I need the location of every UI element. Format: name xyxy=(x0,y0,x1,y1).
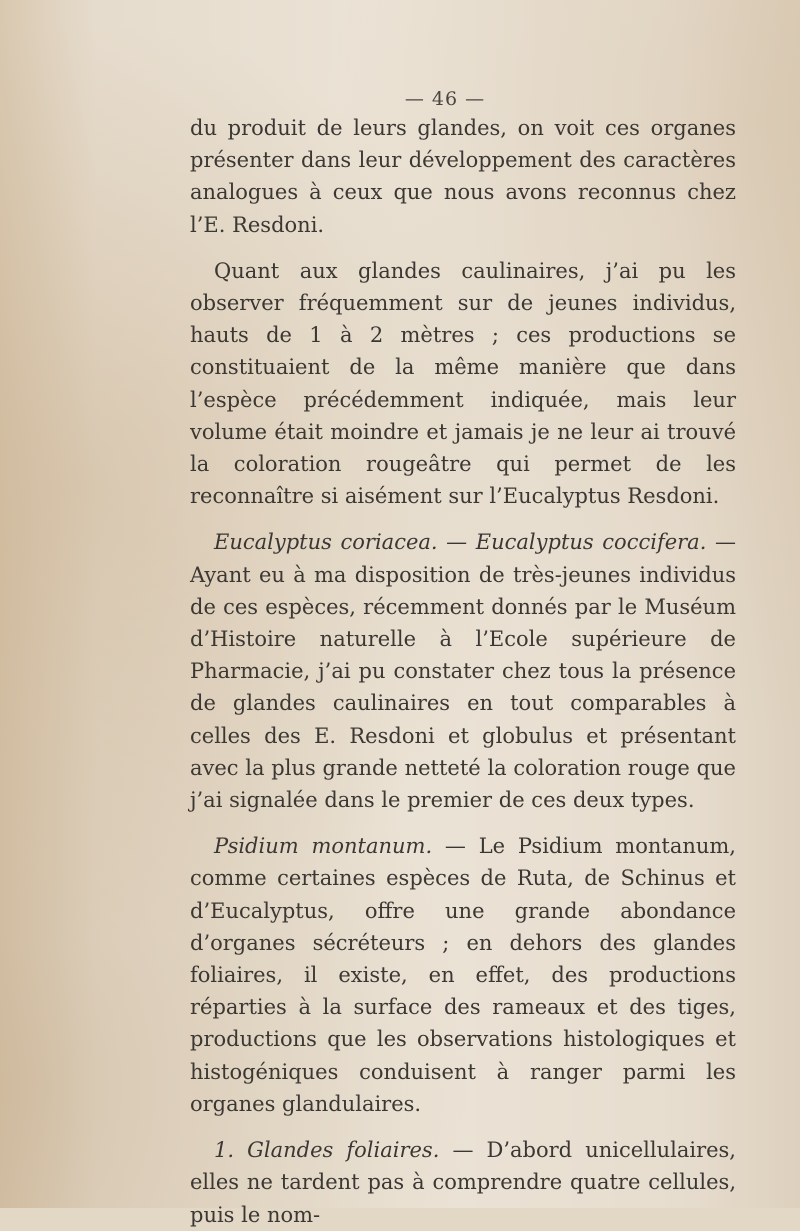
section-heading: Eucalyptus coriacea. — Eucalyptus coccifera. xyxy=(214,530,707,555)
paragraph-text: — Ayant eu à ma disposition de très-jeunes individus de ces espèces, récemment donnés par le Muséum d’Histoire naturelle à l’Ecole supérieure de Pharmacie, j’ai pu constater chez tous la présence de glandes caulinaires en tout comparables à celles des E. Resdoni et globulus et présentant avec la plus grande netteté la coloration rouge que j’ai signalée dans le premier de ces deux types. xyxy=(190,530,737,813)
paragraph-2 xyxy=(190,255,736,513)
page-number: — 46 — xyxy=(404,88,486,110)
body-text xyxy=(190,112,736,1231)
paragraph-text: — D’abord unicellulaires, elles ne tardent pas à comprendre quatre cellules, puis le nom- xyxy=(190,1138,736,1227)
section-heading: Psidium montanum. xyxy=(214,834,433,859)
paragraph-5 xyxy=(190,1134,736,1231)
paragraph-3 xyxy=(190,526,736,816)
paragraph-1 xyxy=(190,112,736,241)
paragraph-text: du produit de leurs glandes, on voit ces organes présenter dans leur développement des caractères analogues à ceux que nous avons reconnus chez l’E. Resdoni. xyxy=(190,116,736,237)
paragraph-4 xyxy=(190,830,736,1120)
section-heading: 1. Glandes foliaires. xyxy=(214,1138,440,1163)
paragraph-text: — Le Psidium montanum, comme certaines espèces de Ruta, de Schinus et d’Eucalyptus, offre une grande abondance d’organes sécréteurs ; en dehors des glandes foliaires, il existe, en effet, des productions réparties à la surface des rameaux et des tiges, productions que les observations histologiques et histogéniques conduisent à ranger parmi les organes glandulaires. xyxy=(190,834,736,1116)
paragraph-text: Quant aux glandes caulinaires, j’ai pu les observer fréquemment sur de jeunes individus, hauts de 1 à 2 mètres ; ces productions se constituaient de la même manière que dans l’espèce précédemment indiquée, mais leur volume était moindre et jamais je ne leur ai trouvé la coloration rougeâtre qui permet de les reconnaître si aisément sur l’Eucalyptus Resdoni. xyxy=(190,258,736,509)
